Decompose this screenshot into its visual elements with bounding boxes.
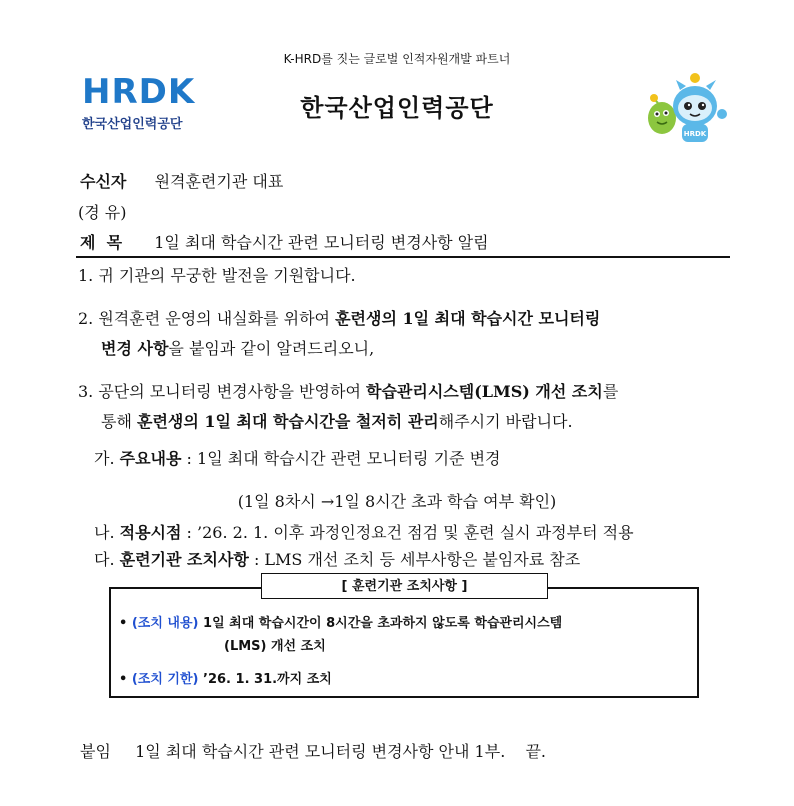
recipient: 원격훈련기관 대표 — [154, 172, 284, 191]
paragraph-2-line-1 — [78, 306, 600, 329]
p2-text: 2. 원격훈련 운영의 내실화를 위하여 — [78, 309, 336, 328]
p3-text-2: 를 — [602, 382, 619, 401]
da-text: : LMS 개선 조치 등 세부사항은 붙임자료 참조 — [248, 550, 581, 569]
recipient-label: 수신자 — [80, 172, 127, 191]
logo-text: HRDK — [82, 72, 196, 112]
na-text: : ’26. 2. 1. 이후 과정인정요건 점검 및 훈련 실시 과정부터 적용 — [181, 523, 634, 542]
p2-text-2: 을 붙임과 같이 알려드리오니, — [168, 339, 375, 358]
content-text: 1일 최대 학습시간이 8시간을 초과하지 않도록 학습관리시스템 — [198, 616, 563, 631]
paragraph-2-line-2 — [101, 336, 374, 359]
deadline-text: ’26. 1. 31.까지 조치 — [198, 672, 332, 687]
mascot-icon — [640, 68, 730, 148]
org-name: 한국산업인력공단 — [300, 94, 494, 122]
subject-label: 제 목 — [80, 233, 123, 252]
action-item-content-cont: (LMS) 개선 조치 — [224, 639, 326, 654]
mascot-label: HRDK — [683, 130, 707, 138]
item-da — [94, 547, 580, 570]
p3-text-4: 해주시기 바랍니다. — [438, 412, 573, 431]
ga-bold: 주요내용 — [119, 449, 182, 468]
subject: 1일 최대 학습시간 관련 모니터링 변경사항 알림 — [154, 233, 489, 252]
p3-text-3: 통해 — [101, 412, 137, 431]
paragraph-3-line-1 — [78, 379, 618, 402]
paragraph-1: 1. 귀 기관의 무궁한 발전을 기원합니다. — [78, 266, 356, 285]
paragraph-3-line-2 — [101, 409, 573, 432]
divider — [76, 256, 730, 258]
content-key: (조치 내용) — [131, 616, 199, 631]
da-label: 다. — [94, 550, 120, 569]
action-item-deadline — [119, 668, 332, 687]
logo-subtitle: 한국산업인력공단 — [82, 117, 183, 132]
p3-bold: 학습관리시스템(LMS) 개선 조치 — [366, 382, 603, 401]
item-ga — [94, 446, 500, 469]
tagline: K-HRD를 짓는 글로벌 인적자원개발 파트너 — [283, 52, 511, 66]
ga-label: 가. — [94, 449, 120, 468]
p3-bold-2: 훈련생의 1일 최대 학습시간을 철저히 관리 — [137, 412, 439, 431]
attachment-line — [80, 739, 546, 762]
action-item-content — [119, 612, 562, 631]
p2-bold-2: 변경 사항 — [101, 339, 169, 358]
attachment-label: 붙임 — [80, 742, 111, 761]
attachment-end: 끝. — [525, 742, 547, 761]
via-line: (경 유) — [78, 203, 127, 222]
na-bold: 적용시점 — [119, 523, 182, 542]
bullet-icon: • — [119, 672, 128, 687]
attachment-text: 1일 최대 학습시간 관련 모니터링 변경사항 안내 1부. — [135, 742, 506, 761]
p3-text: 3. 공단의 모니터링 변경사항을 반영하여 — [78, 382, 366, 401]
item-na — [94, 520, 634, 543]
p2-bold: 훈련생의 1일 최대 학습시간 모니터링 — [335, 309, 601, 328]
action-box-title: [ 훈련기관 조치사항 ] — [261, 573, 548, 599]
bullet-icon: • — [119, 616, 128, 631]
da-bold: 훈련기관 조치사항 — [119, 550, 249, 569]
ga-detail: (1일 8차시 →1일 8시간 초과 학습 여부 확인) — [237, 492, 557, 511]
na-label: 나. — [94, 523, 120, 542]
deadline-key: (조치 기한) — [131, 672, 199, 687]
ga-text: : 1일 최대 학습시간 관련 모니터링 기준 변경 — [181, 449, 501, 468]
